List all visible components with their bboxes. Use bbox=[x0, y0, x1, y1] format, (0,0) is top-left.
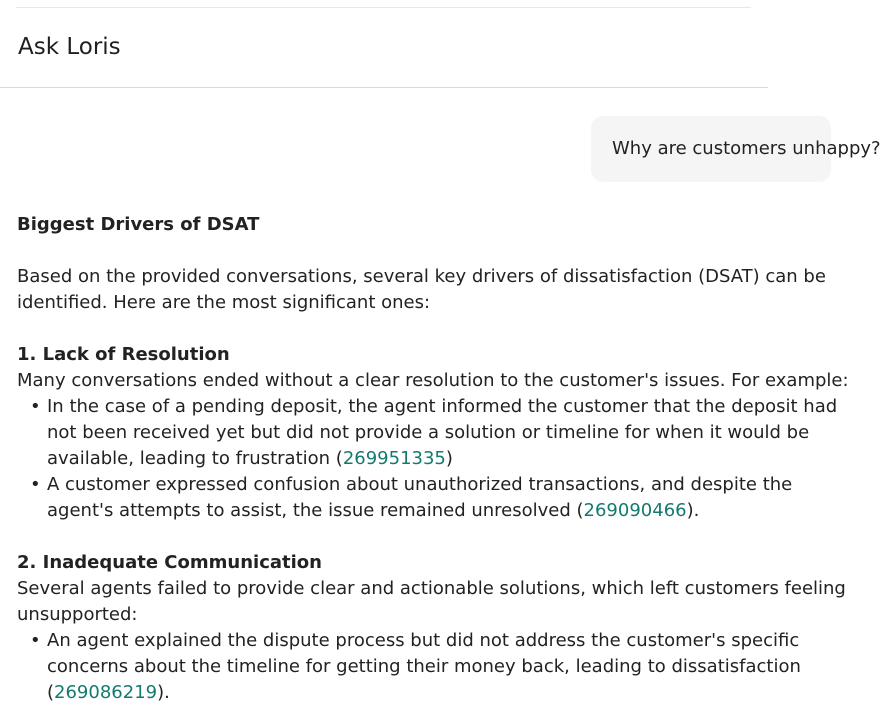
user-message-bubble bbox=[591, 116, 881, 182]
header bbox=[0, 8, 768, 88]
bullet-3-line-3 bbox=[47, 680, 170, 706]
bullet-1-line-3-end: ) bbox=[445, 448, 453, 469]
bullet-dot: • bbox=[30, 474, 41, 495]
bullet-2-line-2-end: ). bbox=[686, 500, 700, 521]
bullet-dot: • bbox=[30, 630, 41, 651]
section-heading-lack-of-resolution: 1. Lack of Resolution bbox=[17, 344, 230, 365]
section-lead-lack-of-resolution: Many conversations ended without a clear resolution to the customer's issues. For example: bbox=[17, 370, 849, 391]
conversation-link-269090466[interactable]: 269090466 bbox=[583, 500, 687, 521]
bullet-3-line-1: An agent explained the dispute process but did not address the customer's specific bbox=[47, 630, 800, 651]
bullet-2-line-2-text: agent's attempts to assist, the issue remained unresolved ( bbox=[47, 500, 584, 521]
bullet-3-line-3-end: ). bbox=[157, 682, 170, 703]
bullet-2-line-1: A customer expressed confusion about unauthorized transactions, and despite the bbox=[47, 474, 793, 495]
section-lead-inadequate-communication-2: unsupported: bbox=[17, 604, 138, 625]
bullet-3-line-3-text: ( bbox=[47, 682, 55, 703]
bullet-1-line-2: not been received yet but did not provide a solution or timeline for when it would be bbox=[47, 422, 810, 443]
conversation-link-269086219[interactable]: 269086219 bbox=[54, 682, 158, 703]
section-lead-inadequate-communication-1: Several agents failed to provide clear and actionable solutions, which left customers feeling bbox=[17, 578, 846, 599]
bullet-1-line-1: In the case of a pending deposit, the agent informed the customer that the deposit had bbox=[47, 396, 838, 417]
bullet-1-line-3-text: available, leading to frustration ( bbox=[47, 448, 343, 469]
bullet-2-line-2 bbox=[47, 498, 699, 524]
response-title: Biggest Drivers of DSAT bbox=[17, 214, 260, 235]
intro-line-2: identified. Here are the most significant ones: bbox=[17, 292, 431, 313]
conversation-link-269951335[interactable]: 269951335 bbox=[342, 448, 446, 469]
intro-line-1: Based on the provided conversations, several key drivers of dissatisfaction (DSAT) can be bbox=[17, 266, 826, 287]
bullet-3-line-2: concerns about the timeline for getting their money back, leading to dissatisfaction bbox=[47, 656, 801, 677]
user-message-text: Why are customers unhappy? bbox=[612, 138, 881, 159]
bullet-1-line-3 bbox=[47, 446, 453, 472]
bullet-dot: • bbox=[30, 396, 41, 417]
page-title: Ask Loris bbox=[18, 34, 121, 60]
section-heading-inadequate-communication: 2. Inadequate Communication bbox=[17, 552, 322, 573]
